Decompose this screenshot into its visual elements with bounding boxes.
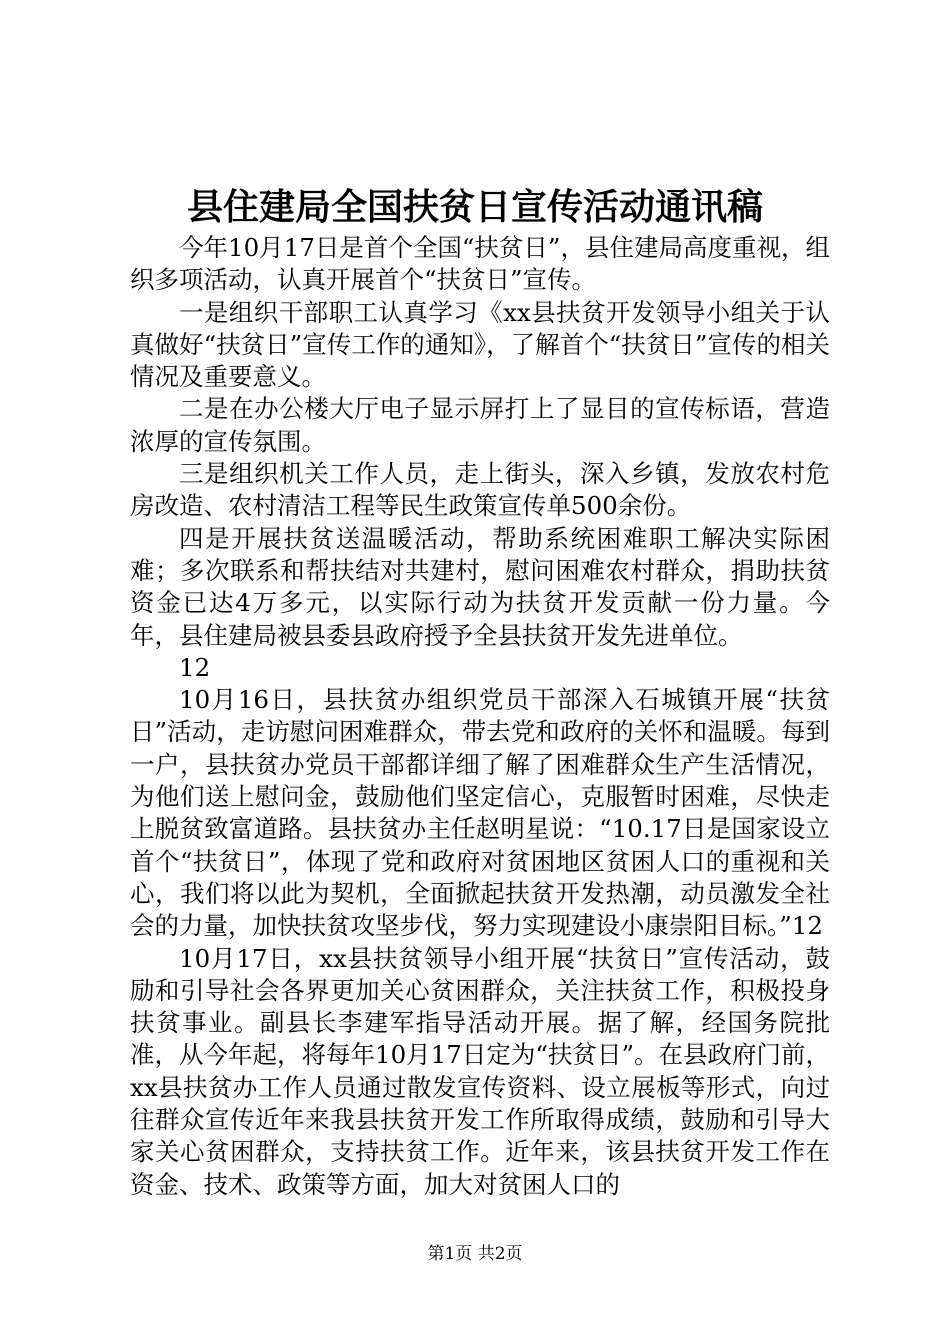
paragraph-item-4: 四是开展扶贫送温暖活动，帮助系统困难职工解决实际困难；多次联系和帮扶结对共建村，慰问困难农村群众，捐助扶贫资金已达4万多元，以实际行动为扶贫开发贡献一份力量。今年，县住建局被县委县政府授予全县扶贫开发先进单位。 — [130, 523, 830, 650]
page-footer: 第1页 共2页 — [427, 1244, 523, 1264]
document-body — [130, 232, 830, 1201]
paragraph-item-1: 一是组织干部职工认真学习《xx县扶贫开发领导小组关于认真做好“扶贫日”宣传工作的通知》，了解首个“扶贫日”宣传的相关情况及重要意义。 — [130, 297, 830, 392]
paragraph-oct17: 10月17日，xx县扶贫领导小组开展“扶贫日”宣传活动，鼓励和引导社会各界更加关心贫困群众，关注扶贫工作，积极投身扶贫事业。副县长李建军指导活动开展。据了解，经国务院批准，从今年起，将每年10月17日定为“扶贫日”。在县政府门前，xx县扶贫办工作人员通过散发宣传资料、设立展板等形式，向过往群众宣传近年来我县扶贫开发工作所取得成绩，鼓励和引导大家关心贫困群众，支持扶贫工作。近年来，该县扶贫开发工作在资金、技术、政策等方面，加大对贫困人口的 — [130, 943, 830, 1199]
paragraph-oct16: 10月16日，县扶贫办组织党员干部深入石城镇开展“扶贫日”活动，走访慰问困难群众，带去党和政府的关怀和温暖。每到一户，县扶贫办党员干部都详细了解了困难群众生产生活情况，为他们送上慰问金，鼓励他们坚定信心，克服暂时困难，尽快走上脱贫致富道路。县扶贫办主任赵明星说：“10.17日是国家设立首个“扶贫日”，体现了党和政府对贫困地区贫困人口的重视和关心，我们将以此为契机，全面掀起扶贫开发热潮，动员激发全社会的力量，加快扶贫攻坚步伐，努力实现建设小康崇阳目标。”12 — [130, 685, 830, 941]
paragraph-item-2: 二是在办公楼大厅电子显示屏打上了显目的宣传标语，营造浓厚的宣传氛围。 — [130, 394, 830, 456]
paragraph-number: 12 — [179, 652, 211, 682]
paragraph-item-3: 三是组织机关工作人员，走上街头，深入乡镇，发放农村危房改造、农村清洁工程等民生政策宣传单500余份。 — [130, 459, 830, 521]
paragraph-intro: 今年10月17日是首个全国“扶贫日”，县住建局高度重视，组织多项活动，认真开展首个“扶贫日”宣传。 — [130, 233, 830, 295]
document-title: 县住建局全国扶贫日宣传活动通讯稿 — [186, 187, 763, 228]
